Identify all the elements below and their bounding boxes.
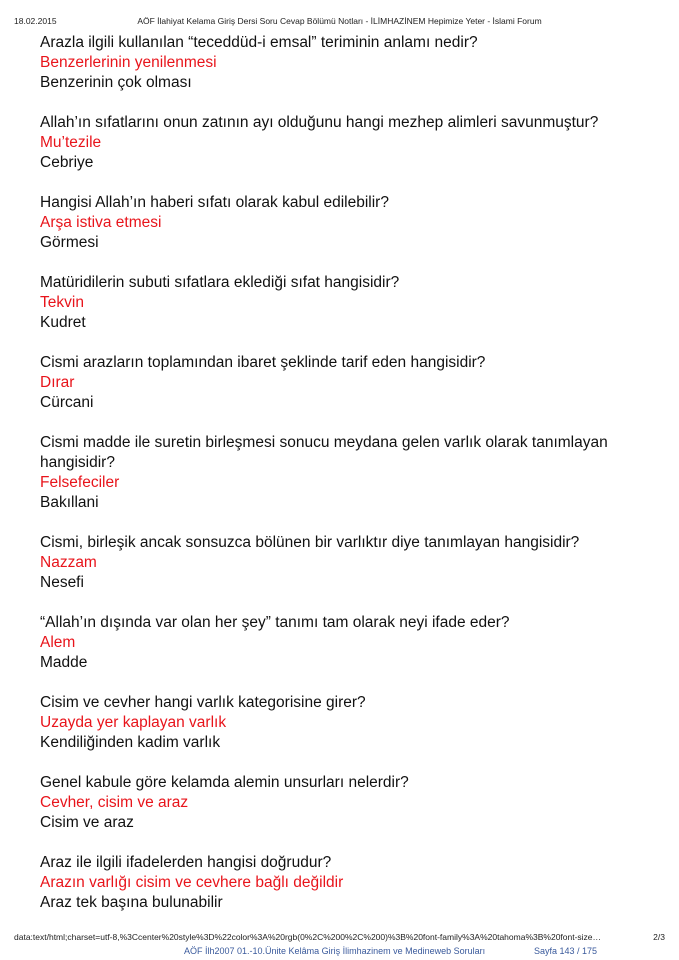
- correct-answer: Dırar: [40, 374, 75, 391]
- correct-answer: Cevher, cisim ve araz: [40, 794, 189, 811]
- qa-item: [40, 613, 650, 673]
- correct-answer: Benzerlerinin yenilenmesi: [40, 54, 217, 71]
- qa-item: [40, 193, 650, 253]
- qa-item: [40, 853, 650, 913]
- qa-item: [40, 33, 650, 93]
- qa-item: [40, 693, 650, 753]
- question-text: Hangisi Allah’ın haberi sıfatı olarak kabul edilebilir?: [40, 194, 389, 211]
- wrong-answer: Nesefi: [40, 574, 84, 591]
- question-text: Arazla ilgili kullanılan “teceddüd-i emsal” teriminin anlamı nedir?: [40, 34, 478, 51]
- correct-answer: Alem: [40, 634, 76, 651]
- question-text: Araz ile ilgili ifadelerden hangisi doğrudur?: [40, 854, 332, 871]
- correct-answer: Nazzam: [40, 554, 97, 571]
- question-text: “Allah’ın dışında var olan her şey” tanımı tam olarak neyi ifade eder?: [40, 614, 510, 631]
- qa-item: [40, 533, 650, 593]
- print-url: data:text/html;charset=utf-8,%3Ccenter%20style%3D%22color%3A%20rgb(0%2C%200%2C%200)%3B%20font-family%3A%20tahoma%3B%20font-size…: [14, 932, 602, 942]
- qa-item: [40, 353, 650, 413]
- wrong-answer: Görmesi: [40, 234, 99, 251]
- question-text: Allah’ın sıfatlarını onun zatının ayı olduğunu hangi mezhep alimleri savunmuştur?: [40, 114, 599, 131]
- print-header: [14, 16, 665, 28]
- correct-answer: Tekvin: [40, 294, 84, 311]
- correct-answer: Mu’tezile: [40, 134, 102, 151]
- question-text: Cismi, birleşik ancak sonsuzca bölünen bir varlıktır diye tanımlayan hangisidir?: [40, 534, 580, 551]
- wrong-answer: Cürcani: [40, 394, 94, 411]
- wrong-answer: Bakıllani: [40, 494, 99, 511]
- document-page-number: Sayfa 143 / 175: [534, 946, 598, 956]
- qa-item: [40, 433, 650, 513]
- print-page-number: 2/3: [653, 932, 665, 942]
- wrong-answer: Madde: [40, 654, 88, 671]
- qa-item: [40, 773, 650, 833]
- qa-item: [40, 113, 650, 173]
- document-footer-title: AÖF İlh2007 01.-10.Ünite Kelâma Giriş İlimhazinem ve Medineweb Soruları: [184, 946, 486, 956]
- question-text: Cismi madde ile suretin birleşmesi sonucu meydana gelen varlık olarak tanımlayan hangisidir?: [40, 434, 608, 471]
- qa-item: [40, 273, 650, 333]
- wrong-answer: Cisim ve araz: [40, 814, 134, 831]
- wrong-answer: Kudret: [40, 314, 86, 331]
- print-date: 18.02.2015: [14, 16, 57, 26]
- question-text: Cisim ve cevher hangi varlık kategorisine girer?: [40, 694, 366, 711]
- correct-answer: Arşa istiva etmesi: [40, 214, 162, 231]
- wrong-answer: Cebriye: [40, 154, 94, 171]
- correct-answer: Uzayda yer kaplayan varlık: [40, 714, 227, 731]
- wrong-answer: Benzerinin çok olması: [40, 74, 192, 91]
- question-text: Cismi arazların toplamından ibaret şeklinde tarif eden hangisidir?: [40, 354, 486, 371]
- correct-answer: Arazın varlığı cisim ve cevhere bağlı değildir: [40, 874, 344, 891]
- correct-answer: Felsefeciler: [40, 474, 120, 491]
- qa-content: [40, 33, 650, 933]
- question-text: Matüridilerin subuti sıfatlara eklediği sıfat hangisidir?: [40, 274, 400, 291]
- wrong-answer: Kendiliğinden kadim varlık: [40, 734, 221, 751]
- wrong-answer: Araz tek başına bulunabilir: [40, 894, 223, 911]
- question-text: Genel kabule göre kelamda alemin unsurları nelerdir?: [40, 774, 409, 791]
- print-page-title: AÖF İlahiyat Kelama Giriş Dersi Soru Cevap Bölümü Notları - İLİMHAZİNEM Hepimize Yeter - İslami Forum: [137, 16, 542, 26]
